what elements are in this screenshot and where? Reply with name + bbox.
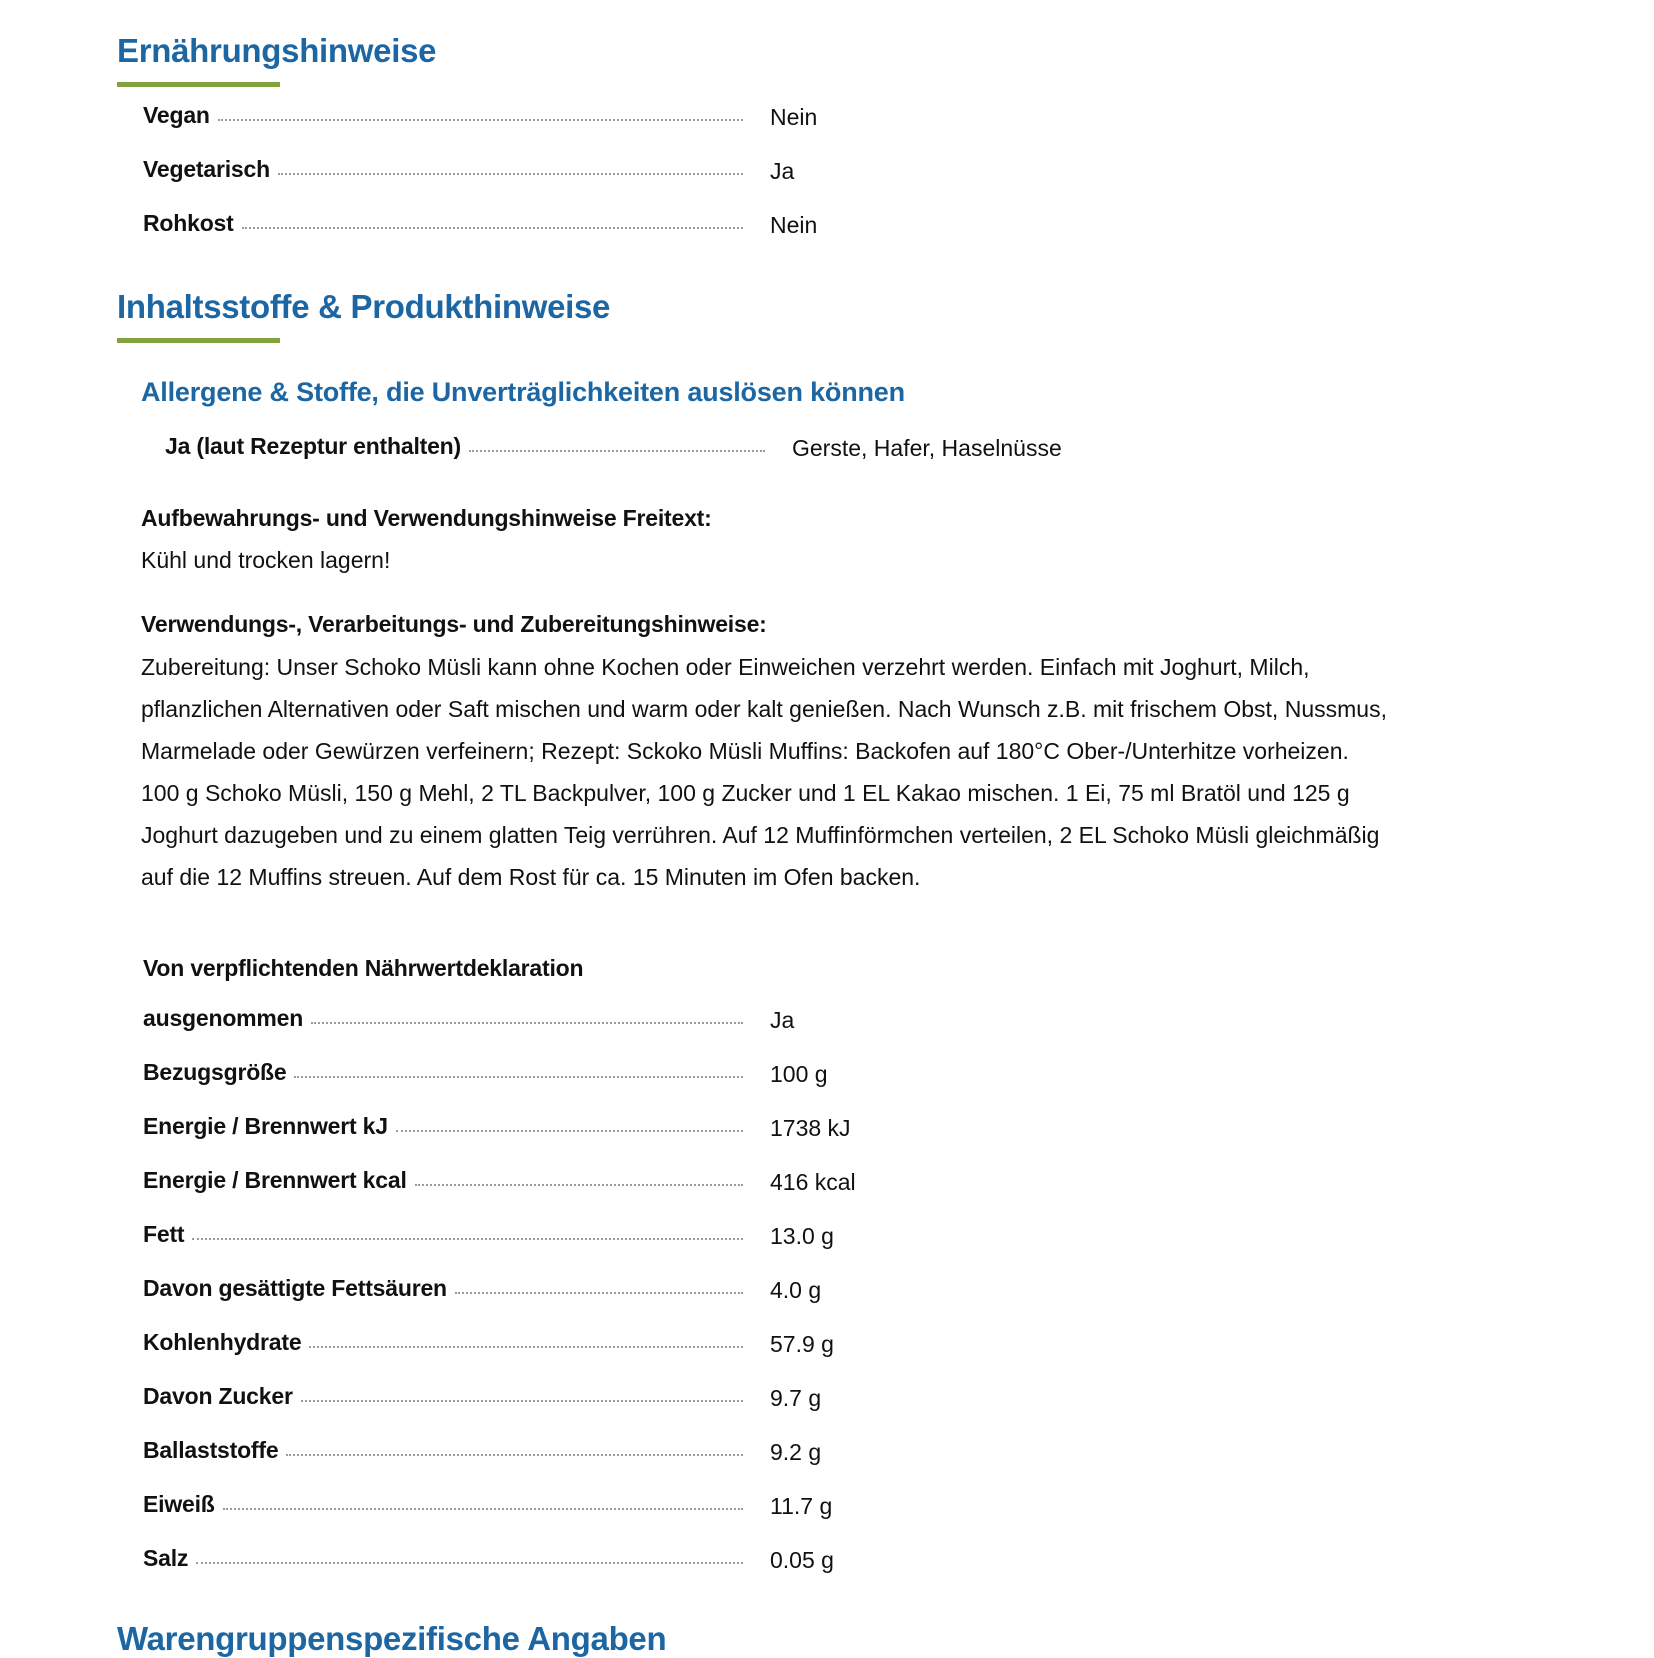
kv-value: 13.0 g [770,1223,834,1249]
dot-leader [286,1454,743,1456]
kv-value: Ja [770,158,795,184]
kv-value: Nein [770,212,818,238]
dot-leader [294,1076,743,1078]
dot-leader [242,227,743,229]
kv-value: 9.7 g [770,1385,822,1411]
kv-label: Bezugsgröße [143,1059,287,1085]
kv-label: Fett [143,1221,185,1247]
dot-leader [278,173,743,175]
dot-leader [309,1346,743,1348]
dot-leader [415,1184,743,1186]
kv-value: 1738 kJ [770,1115,851,1141]
kv-label: ausgenommen [143,1005,304,1031]
aufbewahrung-text: Kühl und trocken lagern! [141,547,391,573]
dot-leader [469,450,765,452]
dot-leader [396,1130,743,1132]
kv-value: Gerste, Hafer, Haselnüsse [792,435,1062,461]
kv-value: Ja [770,1007,795,1033]
kv-value: 57.9 g [770,1331,834,1357]
kv-value: 4.0 g [770,1277,822,1303]
dot-leader [311,1022,743,1024]
section-title-underline [117,338,280,343]
verwendung-label: Verwendungs-, Verarbeitungs- und Zubereitungshinweise: [141,611,767,637]
section-title-ernaehrung: Ernährungshinweise [117,32,437,69]
kv-label: Eiweiß [143,1491,215,1517]
kv-value: 11.7 g [770,1493,833,1519]
verwendung-text: Zubereitung: Unser Schoko Müsli kann ohne Kochen oder Einweichen verzehrt werden. Einfach mit Joghurt, Milch, pflanzlichen Alternativen oder Saft mischen und warm oder kalt genießen. Nach Wunsch z.B. mit frischem Obst, Nussmus, Marmelade oder Gewürzen verfeinern; Rezept: Sckoko Müsli Muffins: Backofen auf 180°C Ober-/Unterhitze vorheizen. 100 g Schoko Müsli, 150 g Mehl, 2 TL Backpulver, 100 g Zucker und 1 EL Kakao mischen. 1 Ei, 75 ml Bratöl und 125 g Joghurt dazugeben und zu einem glatten Teig verrühren. Auf 12 Muffinförmchen verteilen, 2 EL Schoko Müsli gleichmäßig auf die 12 Muffins streuen. Auf dem Rost für ca. 15 Minuten im Ofen backen. [141,654,1387,890]
naehrwert-heading: Von verpflichtenden Nährwertdeklaration [143,955,584,981]
dot-leader [223,1508,743,1510]
kv-value: 0.05 g [770,1547,834,1573]
subsection-title-allergene: Allergene & Stoffe, die Unverträglichkeiten auslösen können [141,377,905,407]
dot-leader [196,1562,743,1564]
kv-label: Salz [143,1545,189,1571]
kv-label: Rohkost [143,210,234,236]
kv-label: Energie / Brennwert kcal [143,1167,407,1193]
kv-label: Ja (laut Rezeptur enthalten) [165,433,461,459]
dot-leader [301,1400,743,1402]
kv-value: 9.2 g [770,1439,822,1465]
kv-label: Energie / Brennwert kJ [143,1113,388,1139]
kv-label: Kohlenhydrate [143,1329,302,1355]
kv-label: Vegetarisch [143,156,270,182]
dot-leader [218,119,743,121]
kv-value: 100 g [770,1061,828,1087]
section-title-warengruppe: Warengruppenspezifische Angaben [117,1620,667,1657]
kv-label: Ballaststoffe [143,1437,279,1463]
aufbewahrung-label: Aufbewahrungs- und Verwendungshinweise Freitext: [141,505,712,531]
section-title-underline [117,82,280,87]
section-title-inhaltsstoffe: Inhaltsstoffe & Produkthinweise [117,288,611,325]
kv-label: Davon gesättigte Fettsäuren [143,1275,447,1301]
kv-value: 416 kcal [770,1169,856,1195]
kv-label: Vegan [143,102,210,128]
dot-leader [455,1292,743,1294]
kv-value: Nein [770,104,818,130]
dot-leader [192,1238,743,1240]
kv-label: Davon Zucker [143,1383,293,1409]
